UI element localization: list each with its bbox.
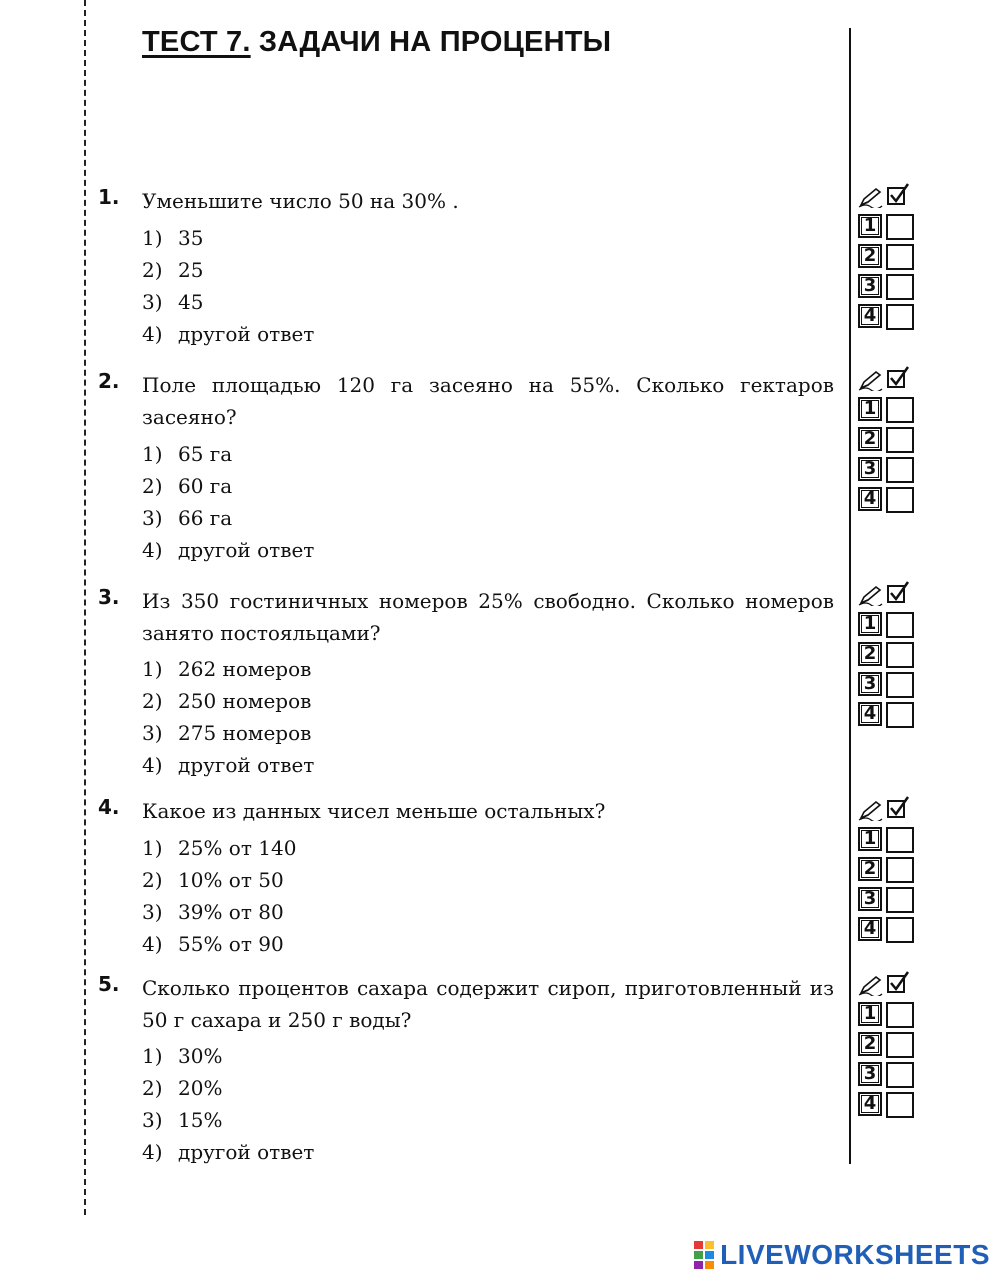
pencil-icon [858,369,884,391]
option-4 [142,1136,314,1168]
option-number: 1) [142,657,163,681]
test-number: ТЕСТ 7. [142,26,251,58]
answer-row-2 [854,242,924,272]
option-number: 3) [142,1108,163,1132]
options-list [142,438,314,566]
answer-row-3 [854,272,924,302]
answer-row-4 [854,915,924,945]
option-text: 45 [178,290,204,314]
answer-checkbox[interactable] [886,487,914,513]
option-text: 15% [178,1108,223,1132]
answer-label: 2 [858,1032,882,1056]
question-number: 2. [98,369,120,393]
option-text: другой ответ [178,753,315,777]
answer-boxes-header [854,970,924,1000]
option-number: 2) [142,689,163,713]
options-list [142,222,314,350]
option-text: 39% от 80 [178,900,284,924]
answer-row-1 [854,610,924,640]
answer-label: 3 [858,672,882,696]
answer-boxes-header [854,580,924,610]
pencil-icon [858,799,884,821]
answer-label: 2 [858,642,882,666]
answer-label: 1 [858,1002,882,1026]
answer-boxes-1 [854,182,924,332]
answer-row-3 [854,670,924,700]
answer-row-4 [854,485,924,515]
option-number: 3) [142,290,163,314]
answer-checkbox[interactable] [886,244,914,270]
option-text: 10% от 50 [178,868,284,892]
answer-checkbox[interactable] [886,827,914,853]
test-title: ЗАДАЧИ НА ПРОЦЕНТЫ [258,26,612,58]
option-number: 4) [142,322,163,346]
answer-label: 4 [858,1092,882,1116]
option-1 [142,653,314,685]
brand-text: LIVEWORKSHEETS [720,1239,990,1270]
answer-row-2 [854,855,924,885]
answer-label: 3 [858,1062,882,1086]
pencil-icon [858,974,884,996]
answer-checkbox[interactable] [886,642,914,668]
question-number: 1. [98,185,120,209]
option-1 [142,222,314,254]
checkbox-checked-icon [886,182,910,206]
question-number: 5. [98,972,120,996]
answer-label: 3 [858,887,882,911]
question-text: Какое из данных чисел меньше остальных? [142,799,606,823]
answer-row-3 [854,1060,924,1090]
option-text: 65 га [178,442,233,466]
option-number: 2) [142,1076,163,1100]
option-text: 35 [178,226,204,250]
answer-checkbox[interactable] [886,214,914,240]
option-number: 4) [142,753,163,777]
answer-label: 3 [858,457,882,481]
answer-row-4 [854,700,924,730]
checkbox-checked-icon [886,970,910,994]
answer-checkbox[interactable] [886,702,914,728]
option-number: 1) [142,442,163,466]
option-number: 4) [142,1140,163,1164]
option-3 [142,896,296,928]
answer-checkbox[interactable] [886,1032,914,1058]
option-number: 3) [142,721,163,745]
answer-row-2 [854,425,924,455]
answer-checkbox[interactable] [886,397,914,423]
checkbox-checked-icon [886,795,910,819]
answer-boxes-5 [854,970,924,1120]
answer-row-1 [854,1000,924,1030]
answer-label: 2 [858,857,882,881]
answer-row-4 [854,302,924,332]
answer-label: 1 [858,612,882,636]
option-2 [142,254,314,286]
answer-checkbox[interactable] [886,427,914,453]
option-number: 3) [142,506,163,530]
answer-label: 1 [858,827,882,851]
option-2 [142,685,314,717]
answer-row-3 [854,455,924,485]
answer-row-4 [854,1090,924,1120]
answer-checkbox[interactable] [886,274,914,300]
option-2 [142,1072,314,1104]
answer-column-divider [849,28,851,1164]
answer-boxes-4 [854,795,924,945]
answer-checkbox[interactable] [886,304,914,330]
option-text: 55% от 90 [178,932,284,956]
answer-label: 2 [858,244,882,268]
options-list [142,653,314,781]
answer-label: 4 [858,917,882,941]
option-1 [142,832,296,864]
option-4 [142,318,314,350]
liveworksheets-logo [694,1239,990,1271]
answer-checkbox[interactable] [886,1092,914,1118]
answer-row-2 [854,640,924,670]
answer-boxes-header [854,365,924,395]
option-3 [142,717,314,749]
answer-label: 4 [858,487,882,511]
answer-checkbox[interactable] [886,457,914,483]
answer-boxes-header [854,182,924,212]
cut-line-divider [84,0,86,1215]
pencil-icon [858,584,884,606]
answer-label: 4 [858,304,882,328]
option-4 [142,534,314,566]
options-list [142,832,296,960]
option-number: 4) [142,932,163,956]
pencil-icon [858,186,884,208]
option-1 [142,1040,314,1072]
answer-label: 1 [858,397,882,421]
option-number: 1) [142,836,163,860]
question-number: 3. [98,585,120,609]
answer-boxes-3 [854,580,924,730]
checkbox-checked-icon [886,365,910,389]
option-3 [142,286,314,318]
answer-row-1 [854,825,924,855]
option-4 [142,749,314,781]
answer-checkbox[interactable] [886,857,914,883]
answer-label: 2 [858,427,882,451]
options-list [142,1040,314,1168]
answer-checkbox[interactable] [886,1062,914,1088]
liveworksheets-icon [694,1241,714,1269]
answer-row-3 [854,885,924,915]
option-3 [142,1104,314,1136]
answer-label: 3 [858,274,882,298]
option-number: 4) [142,538,163,562]
answer-checkbox[interactable] [886,887,914,913]
option-number: 2) [142,474,163,498]
question-text: Из 350 гостиничных номеров 25% свободно. Сколько номеров занято постояльцами? [142,589,834,645]
option-text: 20% [178,1076,223,1100]
option-text: 250 номеров [178,689,312,713]
answer-checkbox[interactable] [886,672,914,698]
page-title [142,26,611,59]
option-text: другой ответ [178,1140,315,1164]
option-text: 275 номеров [178,721,312,745]
option-text: 60 га [178,474,233,498]
question-text: Уменьшите число 50 на 30% . [142,189,459,213]
answer-boxes-2 [854,365,924,515]
option-number: 2) [142,868,163,892]
option-2 [142,470,314,502]
option-text: 25 [178,258,204,282]
option-text: другой ответ [178,538,315,562]
option-text: другой ответ [178,322,315,346]
answer-row-2 [854,1030,924,1060]
answer-row-1 [854,395,924,425]
option-text: 66 га [178,506,233,530]
answer-checkbox[interactable] [886,1002,914,1028]
answer-boxes-header [854,795,924,825]
option-number: 1) [142,226,163,250]
option-text: 30% [178,1044,223,1068]
option-1 [142,438,314,470]
option-3 [142,502,314,534]
option-4 [142,928,296,960]
answer-label: 1 [858,214,882,238]
question-text: Сколько процентов сахара содержит сироп, приготовленный из 50 г сахара и 250 г воды? [142,976,834,1032]
question-text: Поле площадью 120 га засеяно на 55%. Сколько гектаров засеяно? [142,373,834,429]
question-number: 4. [98,795,120,819]
checkbox-checked-icon [886,580,910,604]
option-number: 1) [142,1044,163,1068]
answer-label: 4 [858,702,882,726]
option-number: 2) [142,258,163,282]
option-text: 25% от 140 [178,836,297,860]
answer-checkbox[interactable] [886,612,914,638]
option-text: 262 номеров [178,657,312,681]
answer-checkbox[interactable] [886,917,914,943]
answer-row-1 [854,212,924,242]
option-number: 3) [142,900,163,924]
option-2 [142,864,296,896]
